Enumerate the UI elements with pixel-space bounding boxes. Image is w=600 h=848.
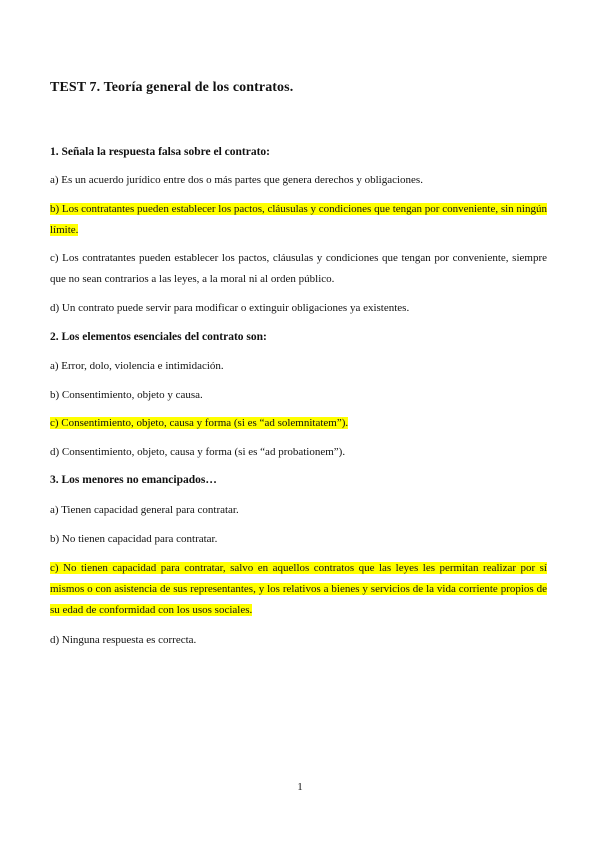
question-3-option-b: b) No tienen capacidad para contratar. [50, 533, 218, 545]
question-1-option-a: a) Es un acuerdo jurídico entre dos o más partes que genera derechos y obligaciones. [50, 174, 423, 186]
question-1-option-c: c) Los contratantes pueden establecer los pactos, cláusulas y condiciones que tengan por conveniente, siempre que no sean contrarios a las leyes, a la moral ni al orden público. [50, 252, 547, 285]
question-2: 2. Los elementos esenciales del contrato son: [50, 331, 267, 343]
question-3-option-a: a) Tienen capacidad general para contratar. [50, 504, 239, 516]
question-1-option-b [50, 199, 547, 241]
question-1-option-d: d) Un contrato puede servir para modificar o extinguir obligaciones ya existentes. [50, 302, 410, 314]
question-2-option-b: b) Consentimiento, objeto y causa. [50, 389, 203, 401]
question-3: 3. Los menores no emancipados… [50, 474, 217, 486]
highlight: c) Consentimiento, objeto, causa y forma (si es “ad solemnitatem”). [50, 417, 349, 429]
highlight: b) Los contratantes pueden establecer los pactos, cláusulas y condiciones que tengan por conveniente, sin ningún límite. [50, 203, 547, 236]
question-1: 1. Señala la respuesta falsa sobre el contrato: [50, 146, 270, 158]
highlight: c) No tienen capacidad para contratar, salvo en aquellos contratos que las leyes les permitan realizar por sí mismos o con asistencia de sus representantes, y los relativos a bienes y servicios de la vida corriente propios de su edad de conformidad con los usos sociales. [50, 562, 547, 616]
question-2-option-a: a) Error, dolo, violencia e intimidación. [50, 360, 224, 372]
question-3-option-d: d) Ninguna respuesta es correcta. [50, 634, 197, 646]
question-2-option-c [50, 413, 547, 434]
page-number: 1 [297, 781, 303, 793]
document-title: TEST 7. Teoría general de los contratos. [50, 80, 294, 95]
question-3-option-c [50, 558, 547, 621]
question-2-option-d: d) Consentimiento, objeto, causa y forma (si es “ad probationem”). [50, 446, 346, 458]
